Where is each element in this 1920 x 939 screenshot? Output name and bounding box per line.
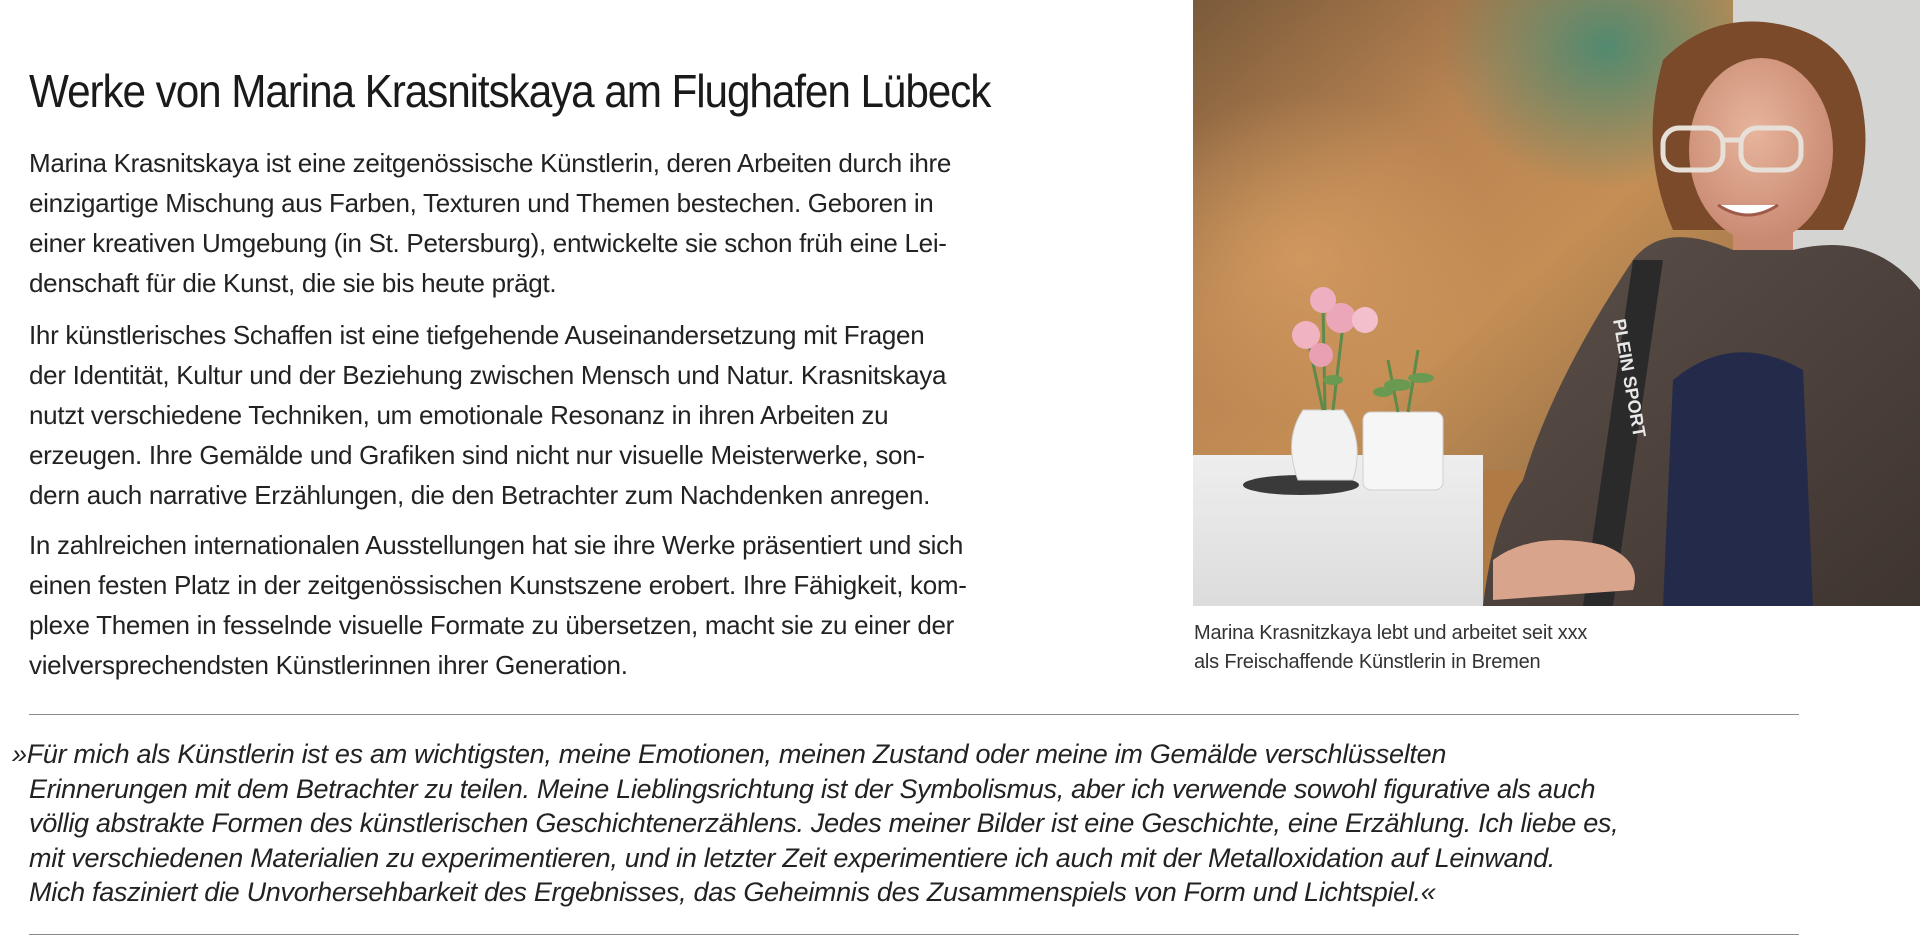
article-paragraph-1 — [29, 143, 951, 303]
article-headline: Werke von Marina Krasnitskaya am Flughafen Lübeck — [29, 65, 991, 117]
article-paragraph-3 — [29, 525, 967, 685]
white-vase — [1292, 410, 1358, 480]
paragraph-line: Ihr künstlerisches Schaffen ist eine tiefgehende Auseinandersetzung mit Fragen — [29, 320, 925, 350]
paragraph-line: dern auch narrative Erzählungen, die den Betrachter zum Nachdenken anregen. — [29, 480, 931, 510]
article-header — [29, 64, 1169, 118]
artist-quote — [12, 737, 1618, 910]
divider-top — [29, 714, 1799, 715]
paragraph-line: vielversprechendsten Künstlerinnen ihrer Generation. — [29, 650, 628, 680]
quote-line: Erinnerungen mit dem Betrachter zu teilen. Meine Lieblingsrichtung ist der Symbolismus, aber ich verwende sowohl figurative als auch — [29, 773, 1596, 804]
quote-line: »Für mich als Künstlerin ist es am wichtigsten, meine Emotionen, meinen Zustand oder meine im Gemälde verschlüsselten — [12, 739, 1447, 769]
paragraph-line: der Identität, Kultur und der Beziehung zwischen Mensch und Natur. Krasnitskaya — [29, 360, 947, 390]
paragraph-line: erzeugen. Ihre Gemälde und Grafiken sind nicht nur visuelle Meisterwerke, son- — [29, 440, 925, 470]
lanyard-text: PLEIN SPORT — [1609, 317, 1650, 439]
portrait-illustration — [1193, 0, 1920, 606]
paragraph-line: einzigartige Mischung aus Farben, Texturen und Themen bestechen. Geboren in — [29, 188, 934, 218]
photo-caption — [1194, 619, 1587, 677]
caption-line: als Freischaffende Künstlerin in Bremen — [1194, 651, 1541, 673]
paragraph-line: denschaft für die Kunst, die sie bis heute prägt. — [29, 268, 557, 298]
divider-bottom — [29, 934, 1799, 935]
navy-top — [1663, 352, 1813, 606]
article-paragraph-2 — [29, 315, 946, 515]
quote-line: mit verschiedenen Materialien zu experimentieren, und in letzter Zeit experimentiere ich auch mit der Metalloxidation auf Leinwand. — [29, 842, 1556, 873]
paragraph-line: nutzt verschiedene Techniken, um emotionale Resonanz in ihren Arbeiten zu — [29, 400, 889, 430]
paragraph-line: einer kreativen Umgebung (in St. Petersburg), entwickelte sie schon früh eine Lei- — [29, 228, 947, 258]
paragraph-line: einen festen Platz in der zeitgenössischen Kunstszene erobert. Ihre Fähigkeit, kom- — [29, 570, 967, 600]
caption-line: Marina Krasnitzkaya lebt und arbeitet seit xxx — [1194, 622, 1588, 644]
quote-line: völlig abstrakte Formen des künstlerischen Geschichtenerzählens. Jedes meiner Bilder ist eine Geschichte, eine Erzählung. Ich liebe es, — [29, 808, 1619, 838]
paragraph-line: In zahlreichen internationalen Ausstellungen hat sie ihre Werke präsentiert und sich — [29, 530, 964, 560]
artist-portrait-photo — [1193, 0, 1920, 606]
paragraph-line: plexe Themen in fesselnde visuelle Formate zu übersetzen, macht sie zu einer der — [29, 610, 955, 640]
quote-line: Mich fasziniert die Unvorhersehbarkeit des Ergebnisses, das Geheimnis des Zusammenspiels von Form und Lichtspiel.« — [29, 877, 1436, 907]
white-flower-pot — [1363, 412, 1443, 490]
paragraph-line: Marina Krasnitskaya ist eine zeitgenössische Künstlerin, deren Arbeiten durch ihre — [29, 148, 952, 178]
